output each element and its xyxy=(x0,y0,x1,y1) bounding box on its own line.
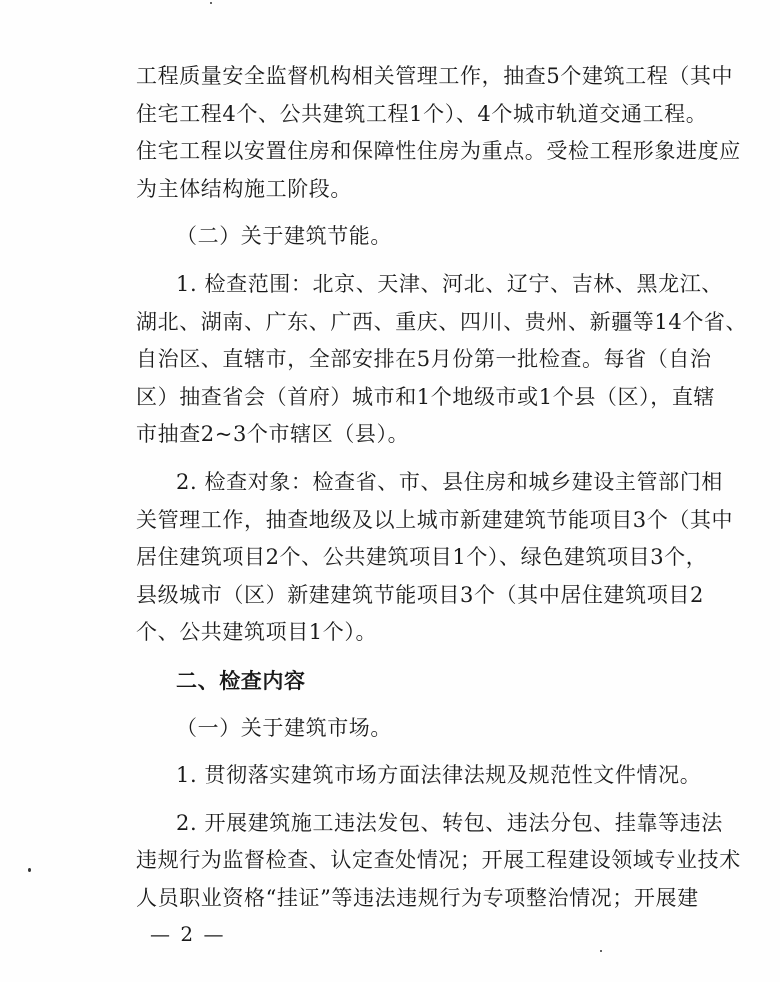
scan-speck xyxy=(28,868,31,872)
text-line: 违规行为监督检查、认定查处情况；开展工程建设领域专业技术 xyxy=(136,848,741,873)
text-line: 人员职业资格“挂证”等违法违规行为专项整治情况；开展建 xyxy=(136,885,699,910)
text-line: 关管理工作，抽查地级及以上城市新建建筑节能项目3个（其中 xyxy=(136,507,734,532)
section-heading-inspection-content: 二、检查内容 xyxy=(176,667,306,693)
text-line: 住宅工程4个、公共建筑工程1个）、4个城市轨道交通工程。 xyxy=(136,101,708,126)
text-line: 县级城市（区）新建建筑节能项目3个（其中居住建筑项目2 xyxy=(136,582,704,607)
text-line: 区）抽查省会（首府）城市和1个地级市或1个县（区），直辖 xyxy=(136,384,716,409)
text-line: 1. 贯彻落实建筑市场方面法律法规及规范性文件情况。 xyxy=(176,763,702,788)
text-line: 市抽查2~3个市辖区（县）。 xyxy=(136,422,410,447)
text-line: 为主体结构施工阶段。 xyxy=(136,176,352,201)
scan-speck xyxy=(600,950,602,952)
text-line: 1. 检查范围：北京、天津、河北、辽宁、吉林、黑龙江、 xyxy=(176,271,723,296)
document-body xyxy=(136,58,748,917)
text-line: 个、公共建筑项目1个）。 xyxy=(136,620,378,645)
text-line: 居住建筑项目2个、公共建筑项目1个）、绿色建筑项目3个， xyxy=(136,545,708,570)
text-line: 2. 开展建筑施工违法发包、转包、违法分包、挂靠等违法 xyxy=(176,810,723,835)
text-line: 2. 检查对象：检查省、市、县住房和城乡建设主管部门相 xyxy=(176,469,723,494)
text-line: 住宅工程以安置住房和保障性住房为重点。受检工程形象进度应 xyxy=(136,139,741,164)
page-number: — 2 — xyxy=(150,922,226,946)
scan-speck xyxy=(210,2,212,4)
subsection-heading-building-market: （一）关于建筑市场。 xyxy=(176,715,392,740)
section-heading-building-energy: （二）关于建筑节能。 xyxy=(176,224,392,249)
text-line: 湖北、湖南、广东、广西、重庆、四川、贵州、新疆等14个省、 xyxy=(136,309,748,334)
text-line: 工程质量安全监督机构相关管理工作，抽查5个建筑工程（其中 xyxy=(136,64,734,88)
text-line: 自治区、直辖市，全部安排在5月份第一批检查。每省（自治 xyxy=(136,347,712,372)
